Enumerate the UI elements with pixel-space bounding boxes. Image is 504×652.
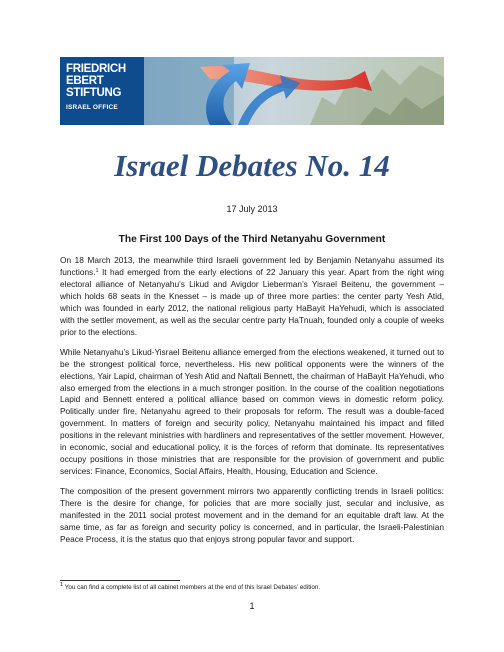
footnote-text: You can find a complete list of all cabinet members at the end of this Israel Debates’ edition. — [63, 584, 321, 591]
body-text — [60, 255, 444, 554]
fes-logo — [60, 57, 144, 125]
footnote — [60, 584, 444, 592]
footnote-reference[interactable]: 1 — [95, 267, 99, 274]
document-subtitle: The First 100 Days of the Third Netanyahu Government — [118, 234, 386, 245]
header-banner — [60, 57, 444, 125]
paragraph-1 — [60, 255, 444, 339]
logo-line-1: FRIEDRICH — [66, 63, 126, 75]
logo-line-3: STIFTUNG — [66, 87, 122, 99]
paragraph-1-start: On 18 March 2013, the meanwhile third Israeli government led by Benjamin Netanyahu assumed its functions. — [60, 255, 444, 277]
document-date: 17 July 2013 — [226, 204, 278, 214]
paragraph-2: While Netanyahu’s Likud-Yisrael Beitenu alliance emerged from the elections weakened, it turned out to be the strongest political force, nevertheless. His new political opponents were the winners of the elections, Yair Lapid, chairman of Yesh Atid and Naftali Bennett, the chairman of HaBayit HaYehudi, who also emerged from the elections in a much stronger position. In the course of the coalition negotiations Lapid and Bennett entered a political alliance based on common views in domestic reform policy. Politically under fire, Netanyahu agreed to their proposals for reform. The result was a double-faced government. In matters of foreign and security policy, Netanyahu maintained his impact and filled positions in the relevant ministries with hardliners and representatives of the settler movement. However, in economic, social and educational policy, it is the forces of reform that dominate. Its representatives occupy positions in those ministries that are responsible for the provision of government and public services: Finance, Economics, Social Affairs, Health, Housing, Education and Science. — [60, 346, 444, 477]
logo-line-4: ISRAEL OFFICE — [66, 104, 118, 111]
page-number: 1 — [249, 601, 255, 611]
footnote-divider — [60, 580, 180, 581]
paragraph-1-rest: It had emerged from the early elections of 22 January this year. Apart from the right wing electoral alliance of Netanyahu’s Likud and Avigdor Lieberman’s Yisrael Beitenu, the government – which holds 68 seats in the Knesset – is made up of three more parties: the center party Yesh Atid, which was founded in early 2012, the national religious party HaBayit HaYehudi, which is associated with the settler movement, as well as the secular centre party HaTnuah, founded only a couple of weeks prior to the elections. — [60, 266, 444, 337]
footnote-mark: 1 — [60, 582, 64, 588]
logo-line-2: EBERT — [66, 75, 104, 87]
paragraph-3: The composition of the present government mirrors two apparently conflicting trends in Israeli politics: There is the desire for change, for policies that are more socially just, secular and inclusive, as manifested in the 2011 social protest movement and in the demand for an equitable draft law. At the same time, as far as foreign and security policy is concerned, and in particular, the Israeli-Palestinian Peace Process, it is the status quo that enjoys strong popular favor and support. — [60, 486, 444, 544]
document-title: Israel Debates No. 14 — [114, 148, 390, 183]
